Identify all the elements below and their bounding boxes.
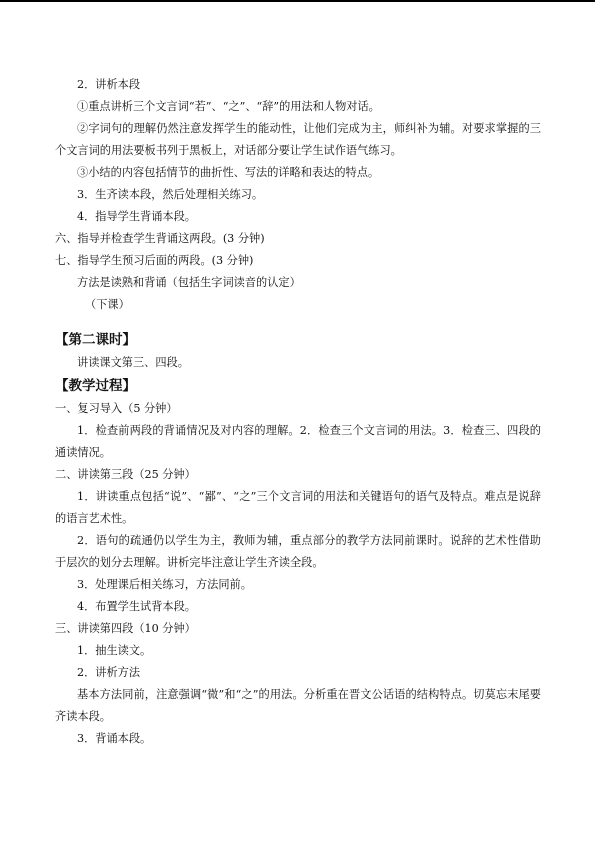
section-2-item-4: 4．布置学生试背本段。 — [77, 600, 196, 613]
step-4-recite: 4．指导学生背诵本段。 — [77, 210, 196, 223]
section-3: 三、讲读第四段（10 分钟） — [55, 622, 196, 635]
point-1: ①重点讲析三个文言词“若”、“之”、“辞”的用法和人物对话。 — [77, 100, 380, 113]
method-note: 方法是读熟和背诵（包括生字词读音的认定） — [77, 276, 301, 289]
point-3: ③小结的内容包括情节的曲折性、写法的详略和表达的特点。 — [77, 166, 380, 179]
document-body — [55, 74, 541, 750]
section-3-item-3: 3．背诵本段。 — [77, 732, 152, 745]
point-2: ②字词句的理解仍然注意发挥学生的能动性，让他们完成为主，师纠补为辅。对要求掌握的三个文言词的用法要板书列于黑板上，对话部分要让学生试作语气练习。 — [55, 122, 541, 157]
section-3-method: 基本方法同前，注意强调“微”和“之”的用法。分析重在晋文公话语的结构特点。切莫忘末尾要齐读本段。 — [55, 688, 541, 723]
class-end: （下课） — [85, 298, 130, 311]
top-border-line — [0, 0, 595, 2]
section-2-item-3: 3．处理课后相关练习，方法同前。 — [77, 578, 252, 591]
section-2-item-1: 1．讲读重点包括“说”、“鄙”、“之”三个文言词的用法和关键语句的语气及特点。难点是说辞的语言艺术性。 — [55, 490, 541, 525]
section-3-item-1: 1．抽生读文。 — [77, 644, 152, 657]
section-6: 六、指导并检查学生背诵这两段。(3 分钟) — [55, 232, 265, 245]
lesson-2-heading: 【第二课时】 — [55, 332, 136, 348]
section-2: 二、讲读第三段（25 分钟） — [55, 468, 196, 481]
section-2-item-2: 2．语句的疏通仍以学生为主，教师为辅，重点部分的教学方法同前课时。说辞的艺术性借助于层次的划分去理解。讲析完毕注意让学生齐读全段。 — [55, 534, 541, 569]
section-7: 七、指导学生预习后面的两段。(3 分钟) — [55, 254, 254, 267]
section-1-item: 1．检查前两段的背诵情况及对内容的理解。2．检查三个文言词的用法。3．检查三、四段的通读情况。 — [55, 424, 541, 459]
step-2-analyze: 2．讲析本段 — [77, 78, 141, 91]
step-3-read: 3．生齐读本段，然后处理相关练习。 — [77, 188, 264, 201]
teaching-process-heading: 【教学过程】 — [55, 378, 136, 394]
section-1: 一、复习导入（5 分钟） — [55, 402, 178, 415]
lesson-2-content: 讲读课文第三、四段。 — [77, 356, 189, 369]
section-3-item-2: 2．讲析方法 — [77, 666, 141, 679]
